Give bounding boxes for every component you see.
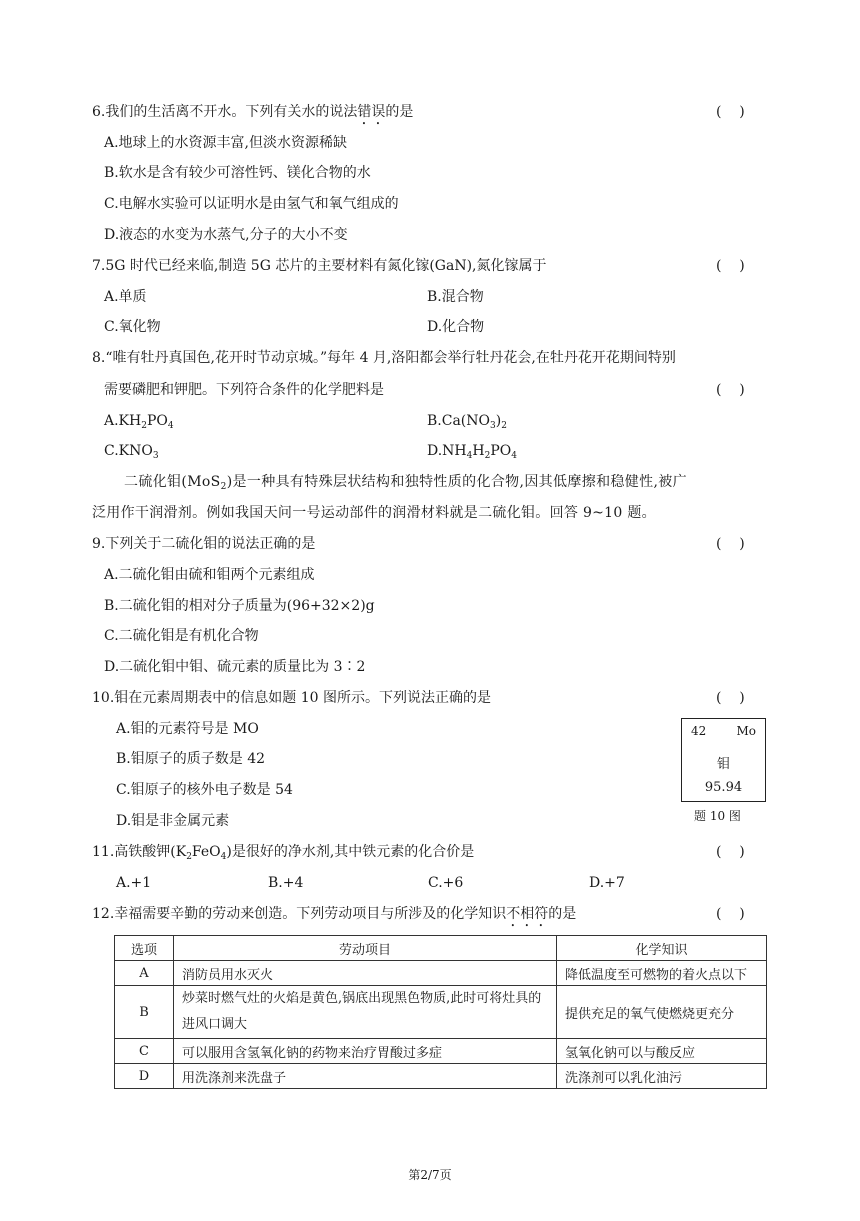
table-row	[115, 1039, 767, 1064]
table-row	[115, 1064, 767, 1089]
q8-stem-line2: 需要磷肥和钾肥。下列符合条件的化学肥料是	[104, 382, 384, 398]
q11-option-d: D.+7	[589, 875, 625, 891]
row-labor-item: 炒菜时燃气灶的火焰是黄色,锅底出现黑色物质,此时可将灶具的进风口调大	[174, 986, 557, 1039]
header-chem-knowledge: 化学知识	[557, 936, 767, 961]
atomic-number: 42	[691, 724, 707, 738]
q9-option-d: D.二硫化钼中钼、硫元素的质量比为 3∶2	[104, 659, 366, 675]
row-option: C	[115, 1039, 174, 1064]
q10-option-d: D.钼是非金属元素	[116, 813, 230, 829]
row-chem-knowledge: 洗涤剂可以乳化油污	[557, 1064, 767, 1089]
page-number: 第2/7页	[408, 1168, 452, 1182]
q6-stem: 6.我们的生活离不开水。下列有关水的说法错误的是	[92, 104, 414, 120]
q7-option-a: A.单质	[104, 289, 147, 305]
q9-option-b: B.二硫化钼的相对分子质量为(96+32×2)g	[104, 598, 375, 614]
q8-option-a: $A.KH_2PO_4$	[104, 413, 174, 431]
q6-option-c: C.电解水实验可以证明水是由氢气和氧气组成的	[104, 196, 399, 212]
q7-option-c: C.氧化物	[104, 319, 161, 335]
table-row	[115, 961, 767, 986]
header-option: 选项	[115, 936, 174, 961]
q10-option-b: B.钼原子的质子数是 42	[116, 751, 266, 767]
figure-caption: 题 10 图	[694, 809, 741, 823]
labor-knowledge-table	[114, 935, 767, 1089]
q8-option-c: $C.KNO_3$	[104, 443, 159, 461]
row-chem-knowledge: 氢氧化钠可以与酸反应	[557, 1039, 767, 1064]
row-option: B	[115, 986, 174, 1039]
q12-answer-paren: ( )	[716, 906, 745, 922]
row-chem-knowledge: 降低温度至可燃物的着火点以下	[557, 961, 767, 986]
row-labor-item: 用洗涤剂来洗盘子	[174, 1064, 557, 1089]
row-option: D	[115, 1064, 174, 1089]
atomic-mass: 95.94	[704, 780, 743, 795]
q8-answer-paren: ( )	[716, 382, 745, 398]
header-labor-item: 劳动项目	[174, 936, 557, 961]
q7-stem: 7.5G 时代已经来临,制造 5G 芯片的主要材料有氮化镓(GaN),氮化镓属于	[92, 258, 547, 274]
q7-option-b: B.混合物	[427, 289, 484, 305]
row-labor-item: 消防员用水灭火	[174, 961, 557, 986]
q9-stem: 9.下列关于二硫化钼的说法正确的是	[92, 536, 316, 552]
element-card-molybdenum	[681, 718, 766, 802]
q8-option-b: $B.Ca(NO_3)_2$	[427, 413, 507, 431]
q11-option-a: A.+1	[116, 875, 152, 891]
table-row	[115, 986, 767, 1039]
q6-option-a: A.地球上的水资源丰富,但淡水资源稀缺	[104, 135, 348, 151]
row-labor-item: 可以服用含氢氧化钠的药物来治疗胃酸过多症	[174, 1039, 557, 1064]
q10-option-c: C.钼原子的核外电子数是 54	[116, 782, 293, 798]
table-header-row	[115, 936, 767, 961]
q12-stem: 12.幸福需要辛勤的劳动来创造。下列劳动项目与所涉及的化学知识不相符的是	[92, 906, 577, 922]
passage-line1: 二硫化钼(MoS$_2$)是一种具有特殊层状结构和独特性质的化合物,因其低摩擦和稳健性,被广	[124, 474, 687, 492]
row-option: A	[115, 961, 174, 986]
q6-option-b: B.软水是含有较少可溶性钙、镁化合物的水	[104, 165, 371, 181]
q11-option-c: C.+6	[428, 875, 464, 891]
element-symbol: Mo	[736, 724, 756, 738]
q10-answer-paren: ( )	[716, 690, 745, 706]
q11-stem: 11.高铁酸钾$(K_2FeO_4)$是很好的净水剂,其中铁元素的化合价是	[92, 844, 475, 862]
q10-option-a: A.钼的元素符号是 MO	[116, 721, 259, 737]
q7-option-d: D.化合物	[427, 319, 485, 335]
q6-option-d: D.液态的水变为水蒸气,分子的大小不变	[104, 227, 348, 243]
row-chem-knowledge: 提供充足的氧气使燃烧更充分	[557, 986, 767, 1039]
q9-option-c: C.二硫化钼是有机化合物	[104, 628, 259, 644]
q10-stem: 10.钼在元素周期表中的信息如题 10 图所示。下列说法正确的是	[92, 690, 491, 706]
q11-option-b: B.+4	[268, 875, 304, 891]
element-name: 钼	[716, 757, 730, 772]
passage-line2: 泛用作干润滑剂。例如我国天问一号运动部件的润滑材料就是二硫化钼。回答 9~10 题。	[92, 505, 656, 521]
q7-answer-paren: ( )	[716, 258, 745, 274]
q8-stem-line1: 8.“唯有牡丹真国色,花开时节动京城。”每年 4 月,洛阳都会举行牡丹花会,在牡丹花开花期间特别	[92, 350, 676, 366]
q6-answer-paren: ( )	[716, 104, 745, 120]
q8-option-d: $D.NH_4H_2PO_4$	[427, 443, 517, 461]
q11-answer-paren: ( )	[716, 844, 745, 860]
q9-option-a: A.二硫化钼由硫和钼两个元素组成	[104, 567, 315, 583]
q9-answer-paren: ( )	[716, 536, 745, 552]
